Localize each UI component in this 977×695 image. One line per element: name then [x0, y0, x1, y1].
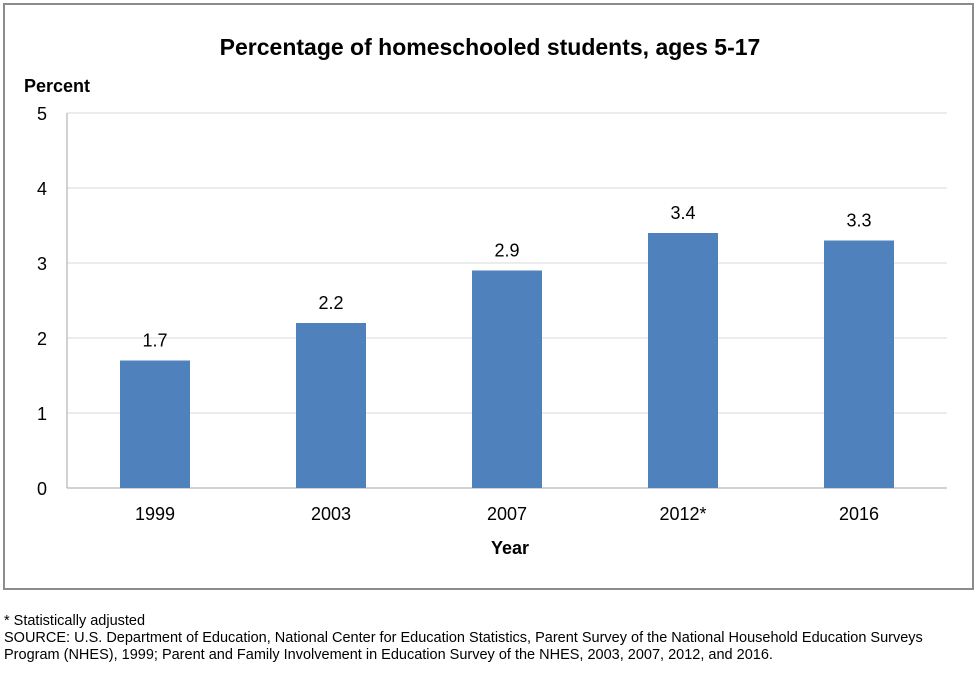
- bar: [472, 271, 542, 489]
- x-tick-label: 2007: [486, 504, 528, 524]
- bar: [120, 361, 190, 489]
- chart-frame: [3, 3, 974, 590]
- x-tick-label: 2016: [838, 504, 880, 524]
- data-label: 2.2: [318, 293, 344, 313]
- data-label: 3.3: [846, 210, 872, 231]
- y-tick-label: 2: [36, 329, 47, 349]
- data-label: 2.9: [494, 240, 520, 261]
- x-tick-label: 1999: [134, 504, 176, 524]
- bar: [824, 241, 894, 489]
- bar: [648, 233, 718, 488]
- footnote: * Statistically adjusted: [4, 613, 146, 629]
- y-tick-label: 1: [36, 404, 47, 424]
- bars: [120, 233, 894, 488]
- bar: [296, 323, 366, 488]
- x-tick-label: 2003: [310, 504, 352, 524]
- y-axis-label: Percent: [24, 76, 91, 96]
- y-tick-label: 5: [36, 104, 47, 124]
- bar-chart: [5, 5, 972, 588]
- source-note: SOURCE: U.S. Department of Education, National Center for Education Statistics, Parent Survey of the National Household Education Surveys Program (NHES), 1999; Parent and Family Involvement in Education Survey of the NHES, 2003, 2007, 2012, and 2016.: [4, 630, 923, 663]
- x-tick-label: 2012*: [659, 504, 707, 524]
- chart-title: Percentage of homeschooled students, ages 5-17: [219, 34, 761, 60]
- data-label: 1.7: [142, 330, 168, 351]
- x-axis-label: Year: [490, 538, 530, 558]
- data-label: 3.4: [670, 203, 696, 223]
- y-tick-label: 4: [36, 179, 47, 199]
- y-tick-label: 0: [36, 479, 47, 499]
- chart-notes: [4, 613, 972, 664]
- y-tick-label: 3: [36, 254, 47, 274]
